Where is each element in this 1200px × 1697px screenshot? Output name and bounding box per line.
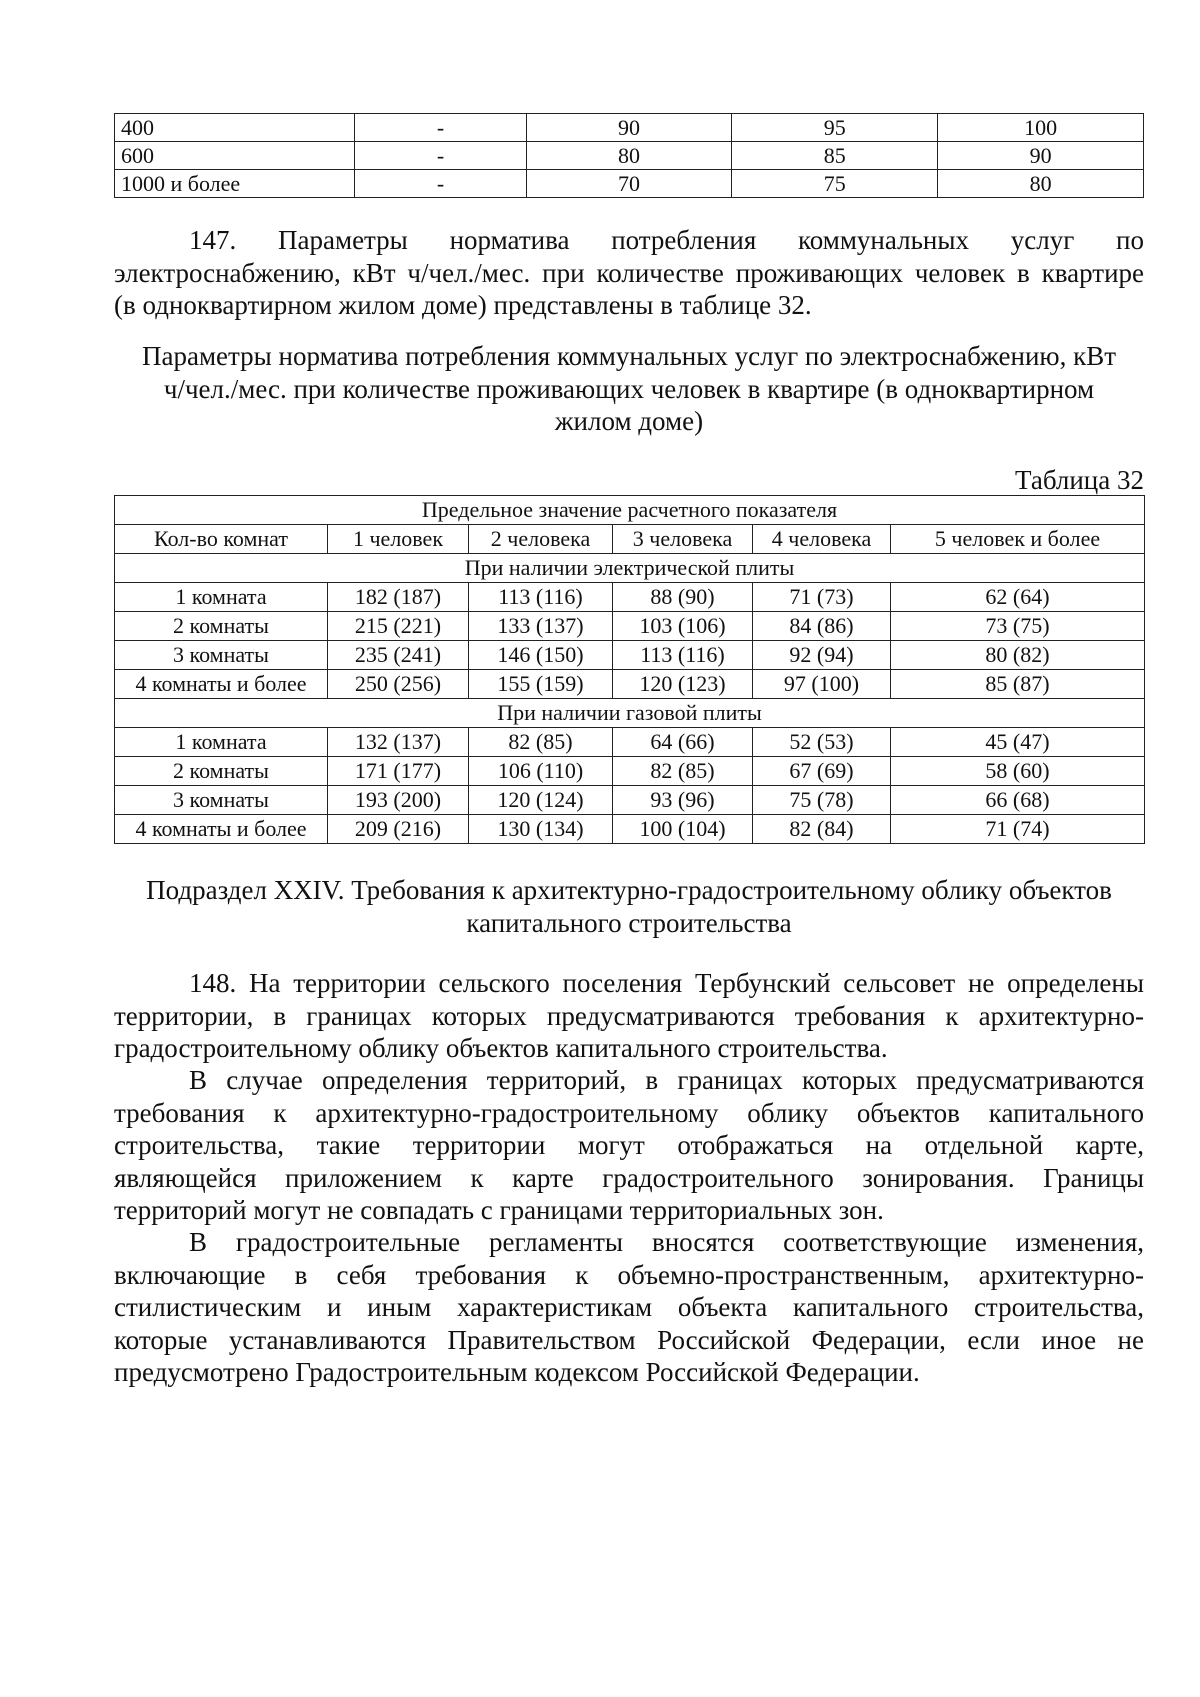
table-cell: 113 (116)	[613, 641, 753, 670]
table-cell: 209 (216)	[328, 815, 469, 844]
table-cell: 182 (187)	[328, 583, 469, 612]
column-header: 2 человека	[469, 525, 613, 554]
text-line: которые устанавливаются Правительством Российской Федерации, если иное не	[114, 1324, 1144, 1355]
table-cell: 84 (86)	[753, 612, 891, 641]
table-cell: 120 (123)	[613, 670, 753, 699]
text-line: включающие в себя требования к объемно-пространственным, архитектурно-	[114, 1259, 1144, 1290]
table-row	[115, 612, 1145, 641]
text-line: территорий могут не совпадать с границами территориальных зон.	[114, 1195, 884, 1225]
table-cell: -	[355, 170, 526, 198]
table-title	[114, 340, 1144, 438]
table-cell: 70	[526, 170, 732, 198]
table-cell: 52 (53)	[753, 728, 891, 757]
table-row	[115, 815, 1145, 844]
table-cell: 215 (221)	[328, 612, 469, 641]
header-row	[115, 525, 1145, 554]
table-cell: 1000 и более	[115, 170, 355, 198]
text-line: 148. На территории сельского поселения Тербунский сельсовет не определены	[189, 968, 1144, 998]
table-row	[115, 641, 1145, 670]
column-header: 1 человек	[328, 525, 469, 554]
text-line: предусмотрено Градостроительным кодексом Российской Федерации.	[114, 1357, 920, 1387]
table-cell: 130 (134)	[469, 815, 613, 844]
table-cell: 400	[115, 114, 355, 142]
table-cell: 80	[938, 170, 1144, 198]
table-cell: 120 (124)	[469, 786, 613, 815]
text-line: капитального строительства	[466, 907, 792, 938]
text-line: жилом доме)	[554, 406, 704, 436]
text-line: электроснабжению, кВт ч/чел./мес. при количестве проживающих человек в квартире	[114, 257, 1144, 288]
table-row	[115, 114, 1144, 142]
text-line: градостроительному облику объектов капитального строительства.	[114, 1033, 888, 1063]
section-title-gas: При наличии газовой плиты	[115, 699, 1145, 728]
table-cell: 2 комнаты	[115, 757, 328, 786]
text-line: ч/чел./мес. при количестве проживающих человек в квартире (в одноквартирном	[163, 373, 1095, 404]
table-cell: 80	[526, 142, 732, 170]
table-cell: 193 (200)	[328, 786, 469, 815]
table-cell: -	[355, 142, 526, 170]
text-line: Подраздел XXIV. Требования к архитектурно-градостроительному облику объектов	[146, 875, 1112, 905]
table-cell: 4 комнаты и более	[115, 670, 328, 699]
table-row	[115, 757, 1145, 786]
table-cell: 75	[732, 170, 938, 198]
top-continuation-table	[114, 113, 1144, 198]
table-cell: 235 (241)	[328, 641, 469, 670]
table-cell: 90	[938, 142, 1144, 170]
table-cell: 1 комната	[115, 583, 328, 612]
table-cell: 93 (96)	[613, 786, 753, 815]
subsection-heading	[114, 874, 1144, 939]
table-cell: 85	[732, 142, 938, 170]
table-cell: 67 (69)	[753, 757, 891, 786]
consumption-norms-table	[114, 495, 1145, 844]
table-cell: 171 (177)	[328, 757, 469, 786]
table-cell: 100 (104)	[613, 815, 753, 844]
table-cell: 88 (90)	[613, 583, 753, 612]
column-header: Кол-во комнат	[115, 525, 328, 554]
column-header: 4 человека	[753, 525, 891, 554]
paragraph-regulations	[114, 1226, 1144, 1389]
table-cell: 95	[732, 114, 938, 142]
table-row	[115, 670, 1145, 699]
text-line: требования к архитектурно-градостроительному облику объектов капитального	[114, 1097, 1144, 1128]
table-cell: 80 (82)	[891, 641, 1145, 670]
section-title-row	[115, 699, 1145, 728]
column-header: 5 человек и более	[891, 525, 1145, 554]
table-cell: -	[355, 114, 526, 142]
super-header-cell: Предельное значение расчетного показателя	[115, 496, 1145, 525]
paragraph-148	[114, 967, 1144, 1065]
table-row	[115, 583, 1145, 612]
paragraph-case-definition	[114, 1064, 1144, 1227]
table-cell: 103 (106)	[613, 612, 753, 641]
table-row	[115, 170, 1144, 198]
super-header-row	[115, 496, 1145, 525]
table-cell: 71 (74)	[891, 815, 1145, 844]
paragraph-147	[114, 224, 1144, 322]
table-cell: 64 (66)	[613, 728, 753, 757]
table-cell: 132 (137)	[328, 728, 469, 757]
text-line: территории, в границах которых предусматриваются требования к архитектурно-	[114, 1000, 1144, 1031]
table-cell: 85 (87)	[891, 670, 1145, 699]
section-title-electric: При наличии электрической плиты	[115, 554, 1145, 583]
table-cell: 250 (256)	[328, 670, 469, 699]
table-cell: 97 (100)	[753, 670, 891, 699]
table-cell: 600	[115, 142, 355, 170]
table-cell: 106 (110)	[469, 757, 613, 786]
text-line: В случае определения территорий, в границах которых предусматриваются	[189, 1065, 1144, 1095]
table-cell: 82 (85)	[613, 757, 753, 786]
table-cell: 1 комната	[115, 728, 328, 757]
table-cell: 2 комнаты	[115, 612, 328, 641]
table-cell: 146 (150)	[469, 641, 613, 670]
table-row	[115, 142, 1144, 170]
table-cell: 66 (68)	[891, 786, 1145, 815]
text-line: строительства, такие территории могут отображаться на отдельной карте,	[114, 1130, 1144, 1160]
table-cell: 3 комнаты	[115, 641, 328, 670]
section-title-row	[115, 554, 1145, 583]
column-header: 3 человека	[613, 525, 753, 554]
table-cell: 92 (94)	[753, 641, 891, 670]
text-line: стилистическим и иным характеристикам объекта капитального строительства,	[114, 1292, 1144, 1322]
table-cell: 62 (64)	[891, 583, 1145, 612]
table-cell: 3 комнаты	[115, 786, 328, 815]
table-cell: 90	[526, 114, 732, 142]
table-cell: 82 (84)	[753, 815, 891, 844]
text-line: В градостроительные регламенты вносятся соответствующие изменения,	[189, 1227, 1144, 1257]
table-cell: 155 (159)	[469, 670, 613, 699]
table-cell: 75 (78)	[753, 786, 891, 815]
table-cell: 113 (116)	[469, 583, 613, 612]
text-line: (в одноквартирном жилом доме) представлены в таблице 32.	[114, 290, 812, 320]
table-cell: 45 (47)	[891, 728, 1145, 757]
table-row	[115, 728, 1145, 757]
table-cell: 133 (137)	[469, 612, 613, 641]
table-cell: 82 (85)	[469, 728, 613, 757]
text-line: 147. Параметры норматива потребления коммунальных услуг по	[189, 225, 1144, 255]
text-line: являющейся приложением к карте градостроительного зонирования. Границы	[114, 1162, 1144, 1193]
table-cell: 4 комнаты и более	[115, 815, 328, 844]
table-row	[115, 786, 1145, 815]
table-cell: 71 (73)	[753, 583, 891, 612]
text-line: Параметры норматива потребления коммунальных услуг по электроснабжению, кВт	[141, 341, 1117, 371]
table-number-label: Таблица 32	[1015, 465, 1144, 495]
table-cell: 58 (60)	[891, 757, 1145, 786]
table-cell: 100	[938, 114, 1144, 142]
table-cell: 73 (75)	[891, 612, 1145, 641]
